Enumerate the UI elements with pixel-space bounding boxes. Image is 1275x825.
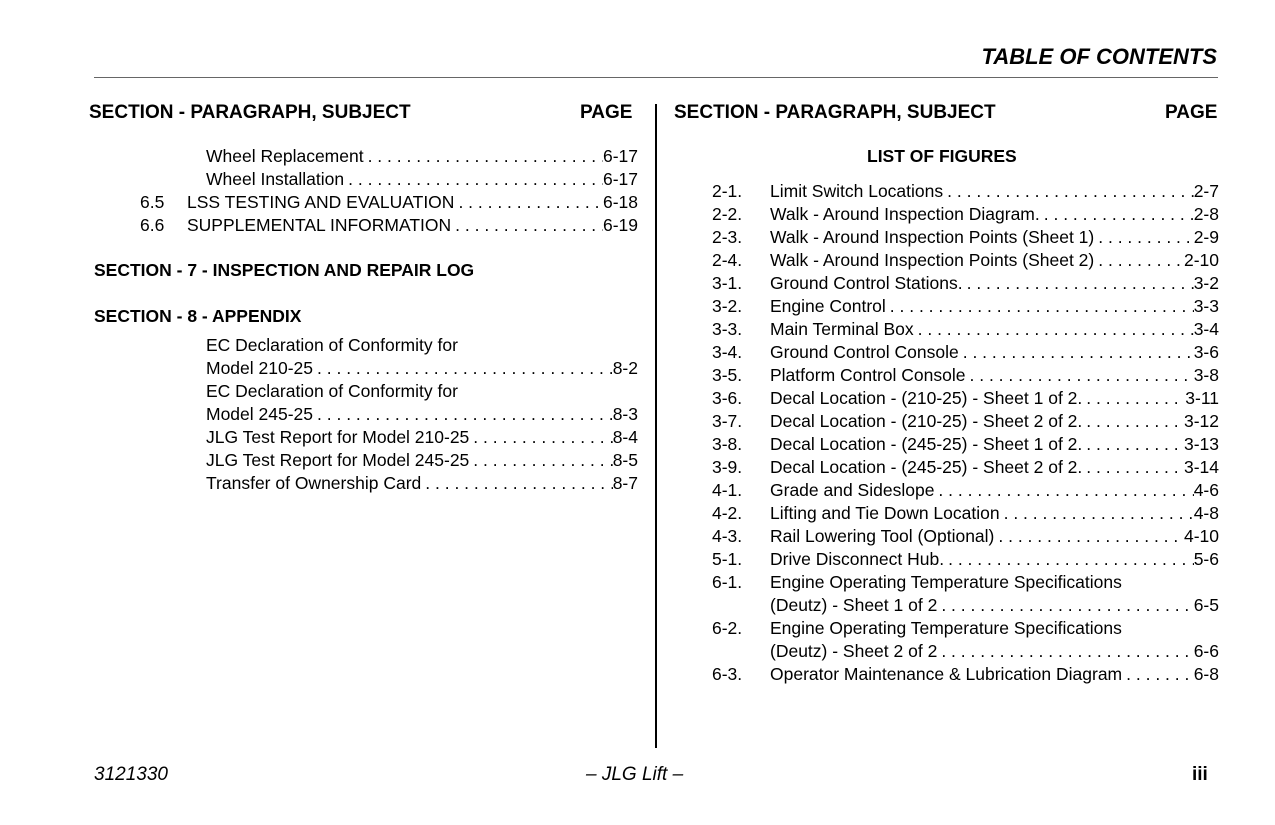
figure-title: Grade and Sideslope: [770, 480, 935, 500]
figure-title: Main Terminal Box: [770, 319, 914, 339]
dot-leader: [313, 357, 613, 380]
figure-page: 6-6: [1193, 641, 1219, 661]
toc-entry[interactable]: [140, 168, 638, 191]
figure-title: Ground Control Console: [770, 342, 959, 362]
figure-title: (Deutz) - Sheet 1 of 2: [770, 595, 938, 615]
dot-leader: [344, 168, 603, 191]
dot-leader: [934, 479, 1193, 502]
figure-number: 4-2.: [712, 503, 743, 523]
dot-leader: [1094, 226, 1193, 249]
entry-page: 6-18: [602, 192, 638, 212]
figure-title: Walk - Around Inspection Points (Sheet 1): [770, 227, 1095, 247]
figure-title: Decal Location - (210-25) - Sheet 2 of 2.: [770, 411, 1083, 431]
figure-entry[interactable]: [712, 548, 1219, 571]
figure-number: 3-7.: [712, 411, 743, 431]
figure-number: 3-8.: [712, 434, 743, 454]
dot-leader: [944, 548, 1194, 571]
left-col-head-page: PAGE: [580, 102, 633, 123]
page-title: TABLE OF CONTENTS: [981, 44, 1217, 69]
dot-leader: [1082, 456, 1184, 479]
entry-title: JLG Test Report for Model 245-25: [206, 450, 470, 470]
dot-leader: [914, 318, 1194, 341]
toc-entry[interactable]: [206, 472, 638, 495]
figures-list: [712, 180, 1219, 686]
dot-leader: [1082, 433, 1184, 456]
figure-title: Drive Disconnect Hub.: [770, 549, 945, 569]
figure-number: 6-1.: [712, 572, 743, 592]
header-rule: [94, 77, 1218, 78]
figure-page: 4-10: [1183, 526, 1219, 546]
figure-title: Ground Control Stations.: [770, 273, 963, 293]
figure-title: Walk - Around Inspection Points (Sheet 2): [770, 250, 1095, 270]
figure-page: 2-8: [1193, 204, 1219, 224]
footer-center: – JLG Lift –: [586, 764, 684, 785]
figure-page: 4-6: [1193, 480, 1219, 500]
figure-page: 3-14: [1183, 457, 1219, 477]
figure-entry[interactable]: [712, 180, 1219, 203]
dot-leader: [1082, 410, 1184, 433]
figure-number: 2-3.: [712, 227, 743, 247]
figure-title: Limit Switch Locations: [770, 181, 944, 201]
dot-leader: [886, 295, 1194, 318]
entry-title: JLG Test Report for Model 210-25: [206, 427, 470, 447]
figure-title: Decal Location - (210-25) - Sheet 1 of 2.: [770, 388, 1083, 408]
entry-page: 8-3: [612, 404, 638, 424]
dot-leader: [959, 341, 1194, 364]
figure-title: Operator Maintenance & Lubrication Diagram: [770, 664, 1123, 684]
figure-entry[interactable]: [712, 364, 1219, 387]
column-divider: [655, 104, 657, 748]
entry-title: Model 245-25: [206, 404, 314, 424]
figure-entry[interactable]: [712, 617, 1219, 663]
figure-entry[interactable]: [712, 272, 1219, 295]
figure-number: 5-1.: [712, 549, 743, 569]
figure-title-line1: Engine Operating Temperature Specifications: [770, 572, 1122, 592]
entry-page: 8-4: [612, 427, 638, 447]
entry-title: Model 210-25: [206, 358, 314, 378]
figure-page: 3-8: [1193, 365, 1219, 385]
dot-leader: [937, 640, 1193, 663]
section-7-heading[interactable]: SECTION - 7 - INSPECTION AND REPAIR LOG: [94, 260, 475, 280]
doc-number: 3121330: [94, 764, 168, 785]
figure-number: 2-2.: [712, 204, 743, 224]
figure-page: 3-13: [1183, 434, 1219, 454]
toc-entry[interactable]: [206, 380, 638, 426]
left-col-head-subject: SECTION - PARAGRAPH, SUBJECT: [89, 102, 411, 123]
figure-entry[interactable]: [712, 433, 1219, 456]
toc-entry[interactable]: [206, 426, 638, 449]
entry-title-line1: EC Declaration of Conformity for: [206, 335, 458, 355]
entry-title: Wheel Replacement: [206, 146, 364, 166]
entry-title: SUPPLEMENTAL INFORMATION: [187, 215, 452, 235]
dot-leader: [1000, 502, 1194, 525]
dot-leader: [963, 272, 1194, 295]
dot-leader: [421, 472, 612, 495]
dot-leader: [364, 145, 603, 168]
figure-entry[interactable]: [712, 387, 1219, 410]
entry-page: 8-5: [612, 450, 638, 470]
entry-page: 8-2: [612, 358, 638, 378]
figure-page: 2-9: [1193, 227, 1219, 247]
figure-number: 2-4.: [712, 250, 743, 270]
figure-title: Engine Control: [770, 296, 886, 316]
toc-entry[interactable]: [206, 334, 638, 380]
figure-page: 3-2: [1193, 273, 1219, 293]
dot-leader: [451, 214, 603, 237]
figure-page: 4-8: [1193, 503, 1219, 523]
appendix-entries: [206, 334, 638, 495]
dot-leader: [943, 180, 1194, 203]
figure-entry[interactable]: [712, 456, 1219, 479]
figure-entry[interactable]: [712, 571, 1219, 617]
figure-entry[interactable]: [712, 341, 1219, 364]
section-8-heading[interactable]: SECTION - 8 - APPENDIX: [94, 306, 302, 326]
entry-page: 6-19: [602, 215, 638, 235]
dot-leader: [966, 364, 1194, 387]
figure-page: 3-12: [1183, 411, 1219, 431]
figure-number: 3-9.: [712, 457, 743, 477]
figure-number: 3-2.: [712, 296, 743, 316]
dot-leader: [454, 191, 603, 214]
figure-page: 3-6: [1193, 342, 1219, 362]
figure-entry[interactable]: [712, 226, 1219, 249]
entry-number: 6.5: [140, 192, 165, 212]
figure-number: 3-5.: [712, 365, 743, 385]
dot-leader: [937, 594, 1193, 617]
entry-page: 8-7: [612, 473, 638, 493]
figure-number: 6-2.: [712, 618, 743, 638]
figure-page: 5-6: [1193, 549, 1219, 569]
figure-title: Lifting and Tie Down Location: [770, 503, 1000, 523]
dot-leader: [469, 426, 612, 449]
page-number: iii: [1192, 764, 1208, 785]
toc-entry[interactable]: [140, 145, 638, 168]
entry-title: Transfer of Ownership Card: [206, 473, 422, 493]
figure-number: 3-4.: [712, 342, 743, 362]
figure-entry[interactable]: [712, 479, 1219, 502]
entry-title: Wheel Installation: [206, 169, 345, 189]
figure-entry[interactable]: [712, 249, 1219, 272]
figure-number: 3-3.: [712, 319, 743, 339]
figure-title: Walk - Around Inspection Diagram.: [770, 204, 1040, 224]
figure-entry[interactable]: [712, 203, 1219, 226]
dot-leader: [1122, 663, 1194, 686]
entry-title-line1: EC Declaration of Conformity for: [206, 381, 458, 401]
toc-entry[interactable]: [206, 449, 638, 472]
entry-page: 6-17: [602, 146, 638, 166]
figure-title: Platform Control Console: [770, 365, 966, 385]
figure-page: 6-5: [1193, 595, 1219, 615]
figure-page: 3-4: [1193, 319, 1219, 339]
figure-page: 3-3: [1193, 296, 1219, 316]
figure-title: Decal Location - (245-25) - Sheet 1 of 2.: [770, 434, 1083, 454]
figure-number: 4-3.: [712, 526, 743, 546]
figure-page: 2-7: [1193, 181, 1219, 201]
figure-entry[interactable]: [712, 502, 1219, 525]
figure-number: 2-1.: [712, 181, 743, 201]
figure-number: 6-3.: [712, 664, 743, 684]
dot-leader: [1040, 203, 1194, 226]
figure-number: 4-1.: [712, 480, 743, 500]
figure-entry[interactable]: [712, 663, 1219, 686]
left-entries: [140, 145, 638, 237]
toc-entry[interactable]: [140, 191, 638, 214]
dot-leader: [1094, 249, 1184, 272]
figure-number: 3-1.: [712, 273, 743, 293]
list-of-figures-heading: LIST OF FIGURES: [867, 146, 1017, 166]
figure-title: (Deutz) - Sheet 2 of 2: [770, 641, 938, 661]
figure-number: 3-6.: [712, 388, 743, 408]
figure-entry[interactable]: [712, 318, 1219, 341]
figure-title: Decal Location - (245-25) - Sheet 2 of 2.: [770, 457, 1083, 477]
figure-entry[interactable]: [712, 525, 1219, 548]
figure-page: 3-11: [1185, 388, 1219, 408]
dot-leader: [1082, 387, 1185, 410]
entry-number: 6.6: [140, 215, 165, 235]
entry-page: 6-17: [602, 169, 638, 189]
toc-entry[interactable]: [140, 214, 638, 237]
figure-entry[interactable]: [712, 410, 1219, 433]
entry-title: LSS TESTING AND EVALUATION: [187, 192, 455, 212]
figure-entry[interactable]: [712, 295, 1219, 318]
figure-title: Rail Lowering Tool (Optional): [770, 526, 995, 546]
figure-page: 2-10: [1183, 250, 1219, 270]
dot-leader: [313, 403, 613, 426]
right-col-head-page: PAGE: [1165, 102, 1218, 123]
figure-page: 6-8: [1193, 664, 1219, 684]
figure-title-line1: Engine Operating Temperature Specifications: [770, 618, 1122, 638]
right-col-head-subject: SECTION - PARAGRAPH, SUBJECT: [674, 102, 996, 123]
dot-leader: [994, 525, 1184, 548]
dot-leader: [469, 449, 612, 472]
